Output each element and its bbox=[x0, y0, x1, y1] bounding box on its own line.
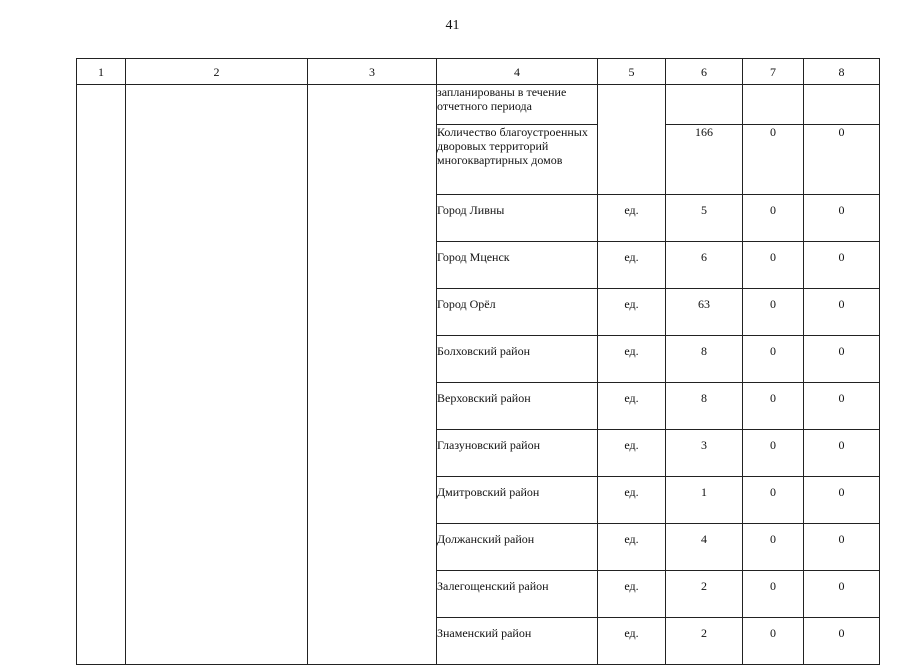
value6-cell: 6 bbox=[666, 242, 743, 289]
value7-cell: 0 bbox=[743, 430, 804, 477]
municipality-name-cell: Город Ливны bbox=[437, 195, 598, 242]
value8-cell: 0 bbox=[804, 242, 880, 289]
total-value7-cell: 0 bbox=[743, 125, 804, 195]
value6-cell: 5 bbox=[666, 195, 743, 242]
col1-merged-cell bbox=[77, 85, 126, 665]
value6-cell: 8 bbox=[666, 383, 743, 430]
unit-cell: ед. bbox=[598, 618, 666, 665]
header-cell-2: 2 bbox=[126, 59, 308, 85]
header-row bbox=[77, 59, 880, 85]
value7-cell: 0 bbox=[743, 383, 804, 430]
municipality-name-cell: Город Мценск bbox=[437, 242, 598, 289]
header-cell-4: 4 bbox=[437, 59, 598, 85]
col5-merged-top bbox=[598, 85, 666, 195]
unit-cell: ед. bbox=[598, 571, 666, 618]
col3-merged-cell bbox=[308, 85, 437, 665]
intro-row bbox=[77, 85, 880, 125]
value8-cell: 0 bbox=[804, 524, 880, 571]
value7-cell: 0 bbox=[743, 477, 804, 524]
value7-cell: 0 bbox=[743, 195, 804, 242]
value8-cell: 0 bbox=[804, 289, 880, 336]
value7-cell: 0 bbox=[743, 524, 804, 571]
value6-cell: 1 bbox=[666, 477, 743, 524]
municipality-name-cell: Глазуновский район bbox=[437, 430, 598, 477]
value7-cell: 0 bbox=[743, 242, 804, 289]
value8-cell: 0 bbox=[804, 195, 880, 242]
municipality-name-cell: Должанский район bbox=[437, 524, 598, 571]
unit-cell: ед. bbox=[598, 477, 666, 524]
municipality-name-cell: Дмитровский район bbox=[437, 477, 598, 524]
header-cell-3: 3 bbox=[308, 59, 437, 85]
municipality-name-cell: Болховский район bbox=[437, 336, 598, 383]
unit-cell: ед. bbox=[598, 524, 666, 571]
value7-cell: 0 bbox=[743, 336, 804, 383]
unit-cell: ед. bbox=[598, 383, 666, 430]
municipality-name-cell: Город Орёл bbox=[437, 289, 598, 336]
header-cell-1: 1 bbox=[77, 59, 126, 85]
value6-cell: 63 bbox=[666, 289, 743, 336]
unit-cell: ед. bbox=[598, 242, 666, 289]
value7-cell: 0 bbox=[743, 289, 804, 336]
value6-cell: 8 bbox=[666, 336, 743, 383]
page-number bbox=[0, 18, 905, 34]
total-value8-cell: 0 bbox=[804, 125, 880, 195]
intro-col8 bbox=[804, 85, 880, 125]
header-cell-8: 8 bbox=[804, 59, 880, 85]
municipality-name-cell: Залегощенский район bbox=[437, 571, 598, 618]
col2-merged-cell bbox=[126, 85, 308, 665]
intro-col6 bbox=[666, 85, 743, 125]
indicators-table bbox=[76, 58, 880, 665]
unit-cell: ед. bbox=[598, 289, 666, 336]
value6-cell: 3 bbox=[666, 430, 743, 477]
header-cell-7: 7 bbox=[743, 59, 804, 85]
header-cell-5: 5 bbox=[598, 59, 666, 85]
total-indicator-cell: Количество благоустроенных дворовых территорий многоквартирных домов bbox=[437, 125, 598, 195]
value8-cell: 0 bbox=[804, 477, 880, 524]
value8-cell: 0 bbox=[804, 618, 880, 665]
unit-cell: ед. bbox=[598, 195, 666, 242]
intro-col7 bbox=[743, 85, 804, 125]
unit-cell: ед. bbox=[598, 430, 666, 477]
value8-cell: 0 bbox=[804, 571, 880, 618]
intro-text-cell: запланированы в течение отчетного периода bbox=[437, 85, 598, 125]
header-cell-6: 6 bbox=[666, 59, 743, 85]
value8-cell: 0 bbox=[804, 383, 880, 430]
value6-cell: 2 bbox=[666, 571, 743, 618]
page-number-text: 41 bbox=[445, 18, 460, 33]
municipality-name-cell: Верховский район bbox=[437, 383, 598, 430]
value8-cell: 0 bbox=[804, 336, 880, 383]
value7-cell: 0 bbox=[743, 571, 804, 618]
value8-cell: 0 bbox=[804, 430, 880, 477]
unit-cell: ед. bbox=[598, 336, 666, 383]
value6-cell: 4 bbox=[666, 524, 743, 571]
value6-cell: 2 bbox=[666, 618, 743, 665]
municipality-name-cell: Знаменский район bbox=[437, 618, 598, 665]
value7-cell: 0 bbox=[743, 618, 804, 665]
total-value6-cell: 166 bbox=[666, 125, 743, 195]
